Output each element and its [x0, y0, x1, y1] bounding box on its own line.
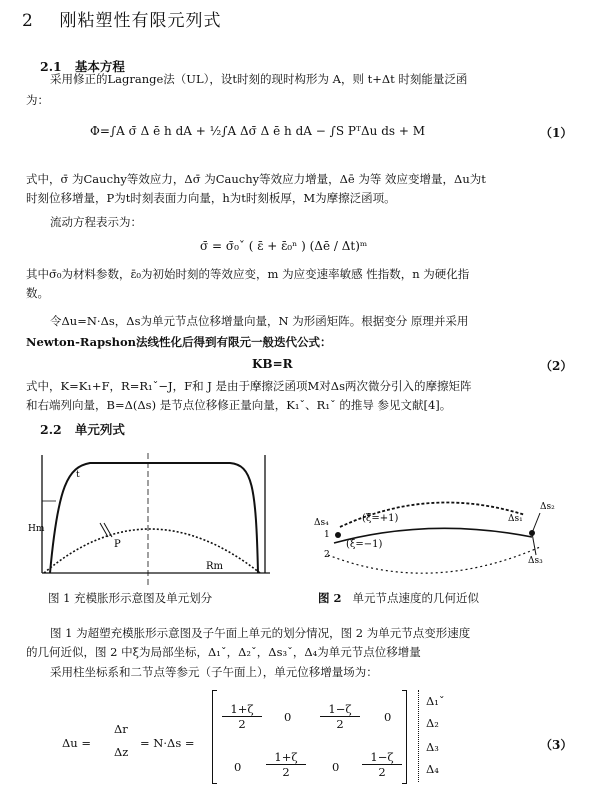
section-number: 2: [22, 11, 34, 31]
fig2-label-ds1: Δs₁: [508, 514, 523, 524]
eq3-vec-top: Δr: [114, 722, 128, 736]
fig1-label-t: t: [76, 470, 80, 480]
fig2-label-xi-minus: (ξ=−1): [346, 539, 383, 550]
paragraph-3c: Newton-Rapshon法线性化后得到有限元一般迭代公式：: [26, 335, 332, 349]
fig2-caption-number: 图 2: [318, 591, 342, 605]
text-line: 数。: [26, 286, 49, 300]
fig1-die-profile: [50, 463, 258, 573]
fig2-label-ds4: Δs₄: [314, 518, 329, 528]
flow-equation: σ̄ = σ̄₀ˇ ( ε̄ + ε̄₀ⁿ ) (Δē / Δt)ᵐ: [200, 239, 368, 253]
equation-2: KB=R: [252, 357, 293, 371]
text-line: 其中σ̄₀为材料参数，ε̄₀为初始时刻的等效应变，m 为应变速率敏感 性指数，n 为硬化指: [26, 267, 470, 281]
matrix-cell: 1−ζ: [328, 702, 352, 716]
eq3-r2c3: 0: [332, 760, 340, 774]
eq3-matrix-bracket-left: [212, 690, 217, 784]
fig2-label-ds3: Δs₃: [528, 556, 543, 566]
paragraph-1: [50, 70, 467, 89]
text-line: 时刻位移增量，P为t时刻表面力向量，h为t时刻板厚，M为摩擦泛函项。: [26, 191, 396, 205]
fig2-label-1: 1: [324, 530, 330, 540]
fig1-pressure-arrow: [100, 523, 108, 537]
fig1-label-rm: Rm: [206, 561, 224, 572]
subsection-title: 基本方程: [74, 59, 125, 74]
eq3-ds-bracket-left: [418, 690, 423, 782]
eq3-vec-bot: Δz: [114, 745, 129, 759]
fig1-sheet-profile: [44, 529, 260, 573]
fig2-label-xi-plus: (ξ=+1): [362, 513, 399, 524]
matrix-cell: 1+ζ: [230, 702, 254, 716]
figure-2: [310, 455, 560, 585]
fig1-label-hm: Hm: [28, 524, 45, 534]
fig2-node-1: [335, 532, 341, 538]
fig2-base-curve: [328, 547, 540, 573]
eq3-r2c1: 0: [234, 760, 242, 774]
eq3-ds-2: Δ₂: [426, 716, 439, 730]
equation-1: Φ=∫A σ̄ Δ ē h dA + ½∫A Δσ̄ Δ ē h dA − ∫S PᵀΔu ds + M: [90, 124, 426, 138]
matrix-cell: 1−ζ: [370, 750, 394, 764]
subsection-heading-2-2: [40, 420, 125, 438]
eq3-ds-3: Δ₃: [426, 740, 439, 754]
eq3-r1c2: 0: [284, 710, 292, 724]
subsection-number: 2.1: [40, 59, 62, 74]
eq3-r2c2: [266, 750, 306, 779]
fig2-caption-text: 单元节点速度的几何近似: [352, 591, 479, 605]
fig1-caption: 图 1 充模胀形示意图及单元划分: [48, 591, 213, 605]
eq3-ds-4: Δ₄: [426, 762, 439, 776]
eq3-r1c1: [222, 702, 262, 731]
paragraph-3b: 令Δu=N·Δs，Δs为单元节点位移增量向量，N 为形函矩阵。根据变分 原理并采用: [50, 314, 469, 328]
eq3-mid: = N·Δs =: [140, 736, 195, 750]
paragraph-5c: 采用柱坐标系和二节点等参元（子午面上），单元位移增量场为：: [50, 665, 378, 679]
matrix-cell-den: 2: [266, 764, 306, 779]
subsection-title: 单元列式: [74, 422, 125, 437]
matrix-cell: 1+ζ: [274, 750, 298, 764]
text-line: 和右端列向量，B=Δ(Δs) 是节点位移修正量向量，K₁ˇ、R₁ˇ 的推导 参见文献[4]。: [26, 398, 452, 412]
eq3-lhs: Δu =: [62, 736, 92, 750]
matrix-cell-den: 2: [222, 716, 262, 731]
text-line: 式中，K=K₁+F，R=R₁ˇ−J，F和 J 是由于摩擦泛函项M对Δs两次微分引入的摩擦矩阵: [26, 379, 472, 393]
fig2-node-arrow: [532, 513, 540, 533]
text-line: 式中，σ̄ 为Cauchy等效应力，Δσ̄ 为Cauchy等效应力增量，Δē 为等 效应变增量，Δu为t: [26, 172, 486, 186]
section-title: 刚粘塑性有限元列式: [59, 11, 222, 31]
equation-3-number: （3）: [540, 738, 573, 752]
matrix-cell-den: 2: [320, 716, 360, 731]
fig2-node-arrow: [532, 533, 536, 555]
paragraph-2-flow: 流动方程表示为：: [50, 215, 142, 229]
text-line: 采用修正的Lagrange法（UL），设t时刻的现时构形为 A，则 t+Δt 时刻能量泛函: [50, 72, 468, 86]
eq3-r2c4: [362, 750, 402, 779]
subsection-number: 2.2: [40, 422, 62, 437]
fig2-label-2: 2: [324, 550, 330, 560]
equation-2-number: （2）: [540, 359, 573, 373]
paragraph-1-cont: [26, 91, 49, 110]
section-heading: [22, 6, 221, 31]
eq3-matrix-bracket-right: [402, 690, 407, 784]
paragraph-3: [26, 265, 469, 303]
paragraph-2: [26, 170, 486, 208]
eq3-ds-1: Δ₁ˇ: [426, 694, 445, 708]
figure-1: [30, 445, 290, 590]
equation-1-number: （1）: [540, 126, 573, 140]
matrix-cell-den: 2: [362, 764, 402, 779]
eq3-r1c4: 0: [384, 710, 392, 724]
fig2-label-ds2: Δs₂: [540, 502, 555, 512]
eq3-r1c3: [320, 702, 360, 731]
fig1-label-p: P: [114, 539, 121, 550]
paragraph-5: 图 1 为超塑充模胀形示意图及子午面上单元的划分情况，图 2 为单元节点变形速度: [50, 626, 471, 640]
text-line: 为：: [26, 93, 49, 107]
fig1-pressure-arrow: [104, 523, 112, 537]
fig2-caption: [318, 590, 479, 606]
paragraph-4: [26, 377, 471, 415]
paragraph-5b: 的几何近似，图 2 中ξ为局部坐标，Δ₁ˇ，Δ₂ˇ，Δs₃ˇ，Δ₄为单元节点位移增量: [26, 645, 421, 659]
